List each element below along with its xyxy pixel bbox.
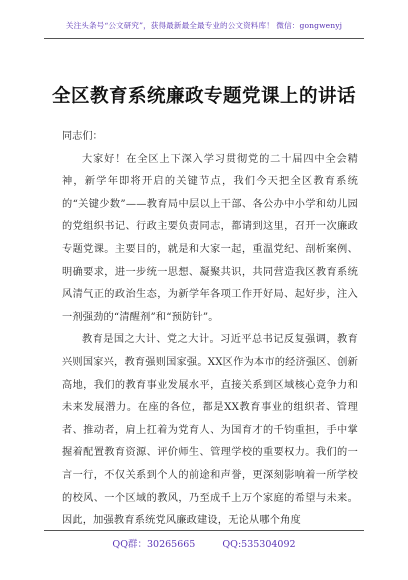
paragraph: 教育是国之大计、党之大计。习近平总书记反复强调，教育兴则国家兴，教育强则国家强。XX区作为本市的经济强区、创新高地，我们的教育事业发展水平，直接关系到区域核心竞争力和未来发展潜力。在座的各位，都是XX教育事业的组织者、管理者、推动者，肩上扛着为党育人、为国育才的千钧重担，手中掌握着配置教育资源、评价师生、管理学校的重要权力。我们的一言一行，不仅关系到个人的前途和声誉，更深刻影响着一所学校的校风、一个区域的教风，乃至成千上万个家庭的希望与未来。因此，加强教育系统党风廉政建设，无论从哪个角度	[62, 334, 358, 527]
salutation: 同志们：	[62, 131, 103, 142]
footer	[0, 536, 408, 550]
paragraph: 大家好！在全区上下深入学习贯彻党的二十届四中全会精神，新学年即将开启的关键节点，我们今天把全区教育系统的“关键少数”——教育局中层以上干部、各公办中小学和幼儿园的党组织书记、行政主要负责同志，都请到这里，召开一次廉政专题党课。主要目的，就是和大家一起，重温党纪、剖析案例、明确要求，进一步统一思想、凝聚共识，共同营造我区教育系统风清气正的政治生态，为新学年各项工作开好局、起好步，注入一剂强劲的“清醒剂”和“预防针”。	[62, 153, 358, 323]
footer-qq-group: QQ群：30265665	[112, 539, 196, 550]
document-title: 全区教育系统廉政专题党课上的讲话	[51, 86, 356, 107]
footer-qq: QQ:535304092	[222, 539, 296, 550]
header-divider	[44, 38, 364, 39]
header-note: 关注头条号“公文研究”，获得最新最全最专业的公文资料库！ 微信：gongwenyj	[65, 21, 343, 30]
footer-divider	[44, 530, 364, 531]
document-body	[62, 126, 358, 533]
